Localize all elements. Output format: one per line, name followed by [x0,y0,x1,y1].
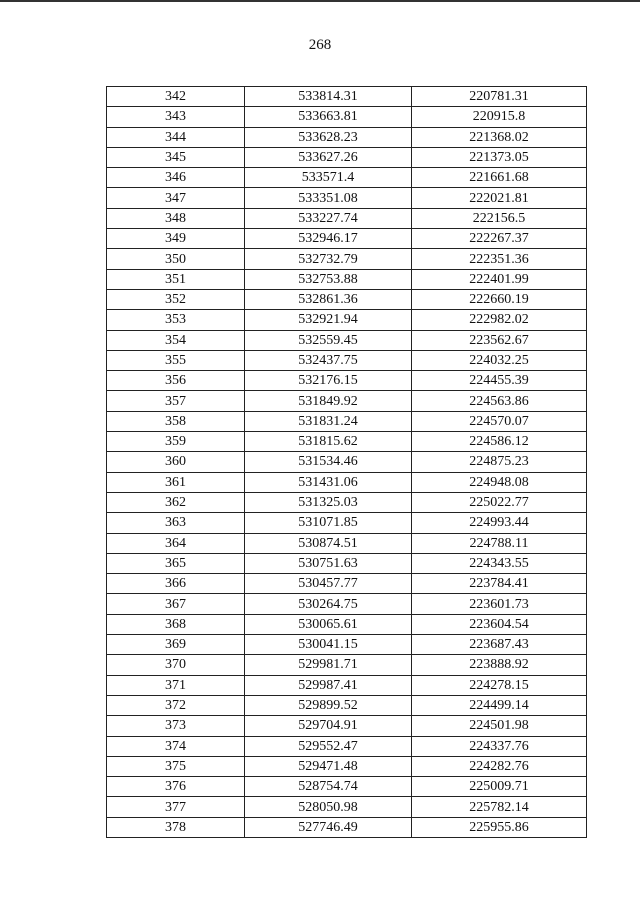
x-coordinate-cell: 533814.31 [245,87,412,107]
y-coordinate-cell: 222660.19 [412,289,587,309]
point-number-cell: 349 [107,229,245,249]
point-number-cell: 348 [107,208,245,228]
table-row [107,472,587,492]
table-row [107,675,587,695]
y-coordinate-cell: 225782.14 [412,797,587,817]
table-row [107,756,587,776]
x-coordinate-cell: 532946.17 [245,229,412,249]
y-coordinate-cell: 223784.41 [412,574,587,594]
y-coordinate-cell: 222021.81 [412,188,587,208]
point-number-cell: 357 [107,391,245,411]
table-row [107,310,587,330]
table-row [107,269,587,289]
x-coordinate-cell: 532176.15 [245,371,412,391]
point-number-cell: 375 [107,756,245,776]
point-number-cell: 372 [107,695,245,715]
x-coordinate-cell: 530751.63 [245,553,412,573]
point-number-cell: 377 [107,797,245,817]
y-coordinate-cell: 224343.55 [412,553,587,573]
table-row [107,432,587,452]
table-row [107,817,587,837]
point-number-cell: 354 [107,330,245,350]
table-row [107,797,587,817]
y-coordinate-cell: 221368.02 [412,127,587,147]
coordinates-table-body [107,87,587,838]
y-coordinate-cell: 220915.8 [412,107,587,127]
point-number-cell: 367 [107,594,245,614]
point-number-cell: 362 [107,492,245,512]
x-coordinate-cell: 529552.47 [245,736,412,756]
x-coordinate-cell: 529704.91 [245,716,412,736]
x-coordinate-cell: 528754.74 [245,777,412,797]
x-coordinate-cell: 529987.41 [245,675,412,695]
y-coordinate-cell: 220781.31 [412,87,587,107]
table-row [107,533,587,553]
x-coordinate-cell: 531325.03 [245,492,412,512]
table-row [107,716,587,736]
x-coordinate-cell: 532437.75 [245,350,412,370]
point-number-cell: 342 [107,87,245,107]
table-row [107,695,587,715]
point-number-cell: 364 [107,533,245,553]
table-row [107,147,587,167]
x-coordinate-cell: 532732.79 [245,249,412,269]
table-row [107,574,587,594]
point-number-cell: 347 [107,188,245,208]
x-coordinate-cell: 533663.81 [245,107,412,127]
x-coordinate-cell: 531431.06 [245,472,412,492]
y-coordinate-cell: 224282.76 [412,756,587,776]
point-number-cell: 358 [107,411,245,431]
x-coordinate-cell: 531071.85 [245,513,412,533]
y-coordinate-cell: 224455.39 [412,371,587,391]
point-number-cell: 345 [107,147,245,167]
table-row [107,452,587,472]
point-number-cell: 365 [107,553,245,573]
table-row [107,330,587,350]
y-coordinate-cell: 225955.86 [412,817,587,837]
table-row [107,513,587,533]
point-number-cell: 370 [107,655,245,675]
point-number-cell: 361 [107,472,245,492]
y-coordinate-cell: 224788.11 [412,533,587,553]
x-coordinate-cell: 533227.74 [245,208,412,228]
table-row [107,168,587,188]
y-coordinate-cell: 222982.02 [412,310,587,330]
y-coordinate-cell: 225009.71 [412,777,587,797]
point-number-cell: 368 [107,614,245,634]
table-row [107,289,587,309]
table-row [107,87,587,107]
x-coordinate-cell: 527746.49 [245,817,412,837]
y-coordinate-cell: 223687.43 [412,635,587,655]
x-coordinate-cell: 532921.94 [245,310,412,330]
x-coordinate-cell: 533571.4 [245,168,412,188]
table-row [107,594,587,614]
x-coordinate-cell: 531831.24 [245,411,412,431]
point-number-cell: 363 [107,513,245,533]
point-number-cell: 350 [107,249,245,269]
x-coordinate-cell: 530457.77 [245,574,412,594]
y-coordinate-cell: 223562.67 [412,330,587,350]
table-row [107,391,587,411]
y-coordinate-cell: 223888.92 [412,655,587,675]
table-row [107,107,587,127]
point-number-cell: 352 [107,289,245,309]
x-coordinate-cell: 532559.45 [245,330,412,350]
y-coordinate-cell: 224993.44 [412,513,587,533]
table-row [107,492,587,512]
point-number-cell: 369 [107,635,245,655]
table-row [107,350,587,370]
table-row [107,777,587,797]
point-number-cell: 366 [107,574,245,594]
table-row [107,553,587,573]
x-coordinate-cell: 533628.23 [245,127,412,147]
x-coordinate-cell: 531849.92 [245,391,412,411]
x-coordinate-cell: 533627.26 [245,147,412,167]
y-coordinate-cell: 222267.37 [412,229,587,249]
x-coordinate-cell: 529981.71 [245,655,412,675]
y-coordinate-cell: 222156.5 [412,208,587,228]
y-coordinate-cell: 222351.36 [412,249,587,269]
x-coordinate-cell: 533351.08 [245,188,412,208]
y-coordinate-cell: 224875.23 [412,452,587,472]
x-coordinate-cell: 530065.61 [245,614,412,634]
x-coordinate-cell: 532753.88 [245,269,412,289]
table-row [107,249,587,269]
point-number-cell: 356 [107,371,245,391]
table-row [107,127,587,147]
y-coordinate-cell: 223601.73 [412,594,587,614]
point-number-cell: 346 [107,168,245,188]
point-number-cell: 360 [107,452,245,472]
point-number-cell: 351 [107,269,245,289]
y-coordinate-cell: 221373.05 [412,147,587,167]
table-row [107,371,587,391]
table-row [107,635,587,655]
table-row [107,736,587,756]
point-number-cell: 344 [107,127,245,147]
table-row [107,229,587,249]
y-coordinate-cell: 224570.07 [412,411,587,431]
x-coordinate-cell: 529471.48 [245,756,412,776]
y-coordinate-cell: 224563.86 [412,391,587,411]
point-number-cell: 355 [107,350,245,370]
x-coordinate-cell: 531534.46 [245,452,412,472]
table-row [107,614,587,634]
y-coordinate-cell: 223604.54 [412,614,587,634]
y-coordinate-cell: 224499.14 [412,695,587,715]
x-coordinate-cell: 530041.15 [245,635,412,655]
y-coordinate-cell: 224278.15 [412,675,587,695]
y-coordinate-cell: 224337.76 [412,736,587,756]
table-row [107,188,587,208]
point-number-cell: 343 [107,107,245,127]
point-number-cell: 353 [107,310,245,330]
point-number-cell: 374 [107,736,245,756]
y-coordinate-cell: 225022.77 [412,492,587,512]
point-number-cell: 373 [107,716,245,736]
y-coordinate-cell: 224948.08 [412,472,587,492]
point-number-cell: 371 [107,675,245,695]
point-number-cell: 359 [107,432,245,452]
point-number-cell: 376 [107,777,245,797]
x-coordinate-cell: 532861.36 [245,289,412,309]
y-coordinate-cell: 224586.12 [412,432,587,452]
table-row [107,411,587,431]
y-coordinate-cell: 221661.68 [412,168,587,188]
x-coordinate-cell: 529899.52 [245,695,412,715]
page-top-edge [0,0,640,2]
y-coordinate-cell: 224501.98 [412,716,587,736]
page-number: 268 [308,37,332,53]
x-coordinate-cell: 531815.62 [245,432,412,452]
y-coordinate-cell: 224032.25 [412,350,587,370]
x-coordinate-cell: 530264.75 [245,594,412,614]
y-coordinate-cell: 222401.99 [412,269,587,289]
x-coordinate-cell: 528050.98 [245,797,412,817]
point-number-cell: 378 [107,817,245,837]
table-row [107,655,587,675]
x-coordinate-cell: 530874.51 [245,533,412,553]
coordinates-table [106,86,587,838]
table-row [107,208,587,228]
